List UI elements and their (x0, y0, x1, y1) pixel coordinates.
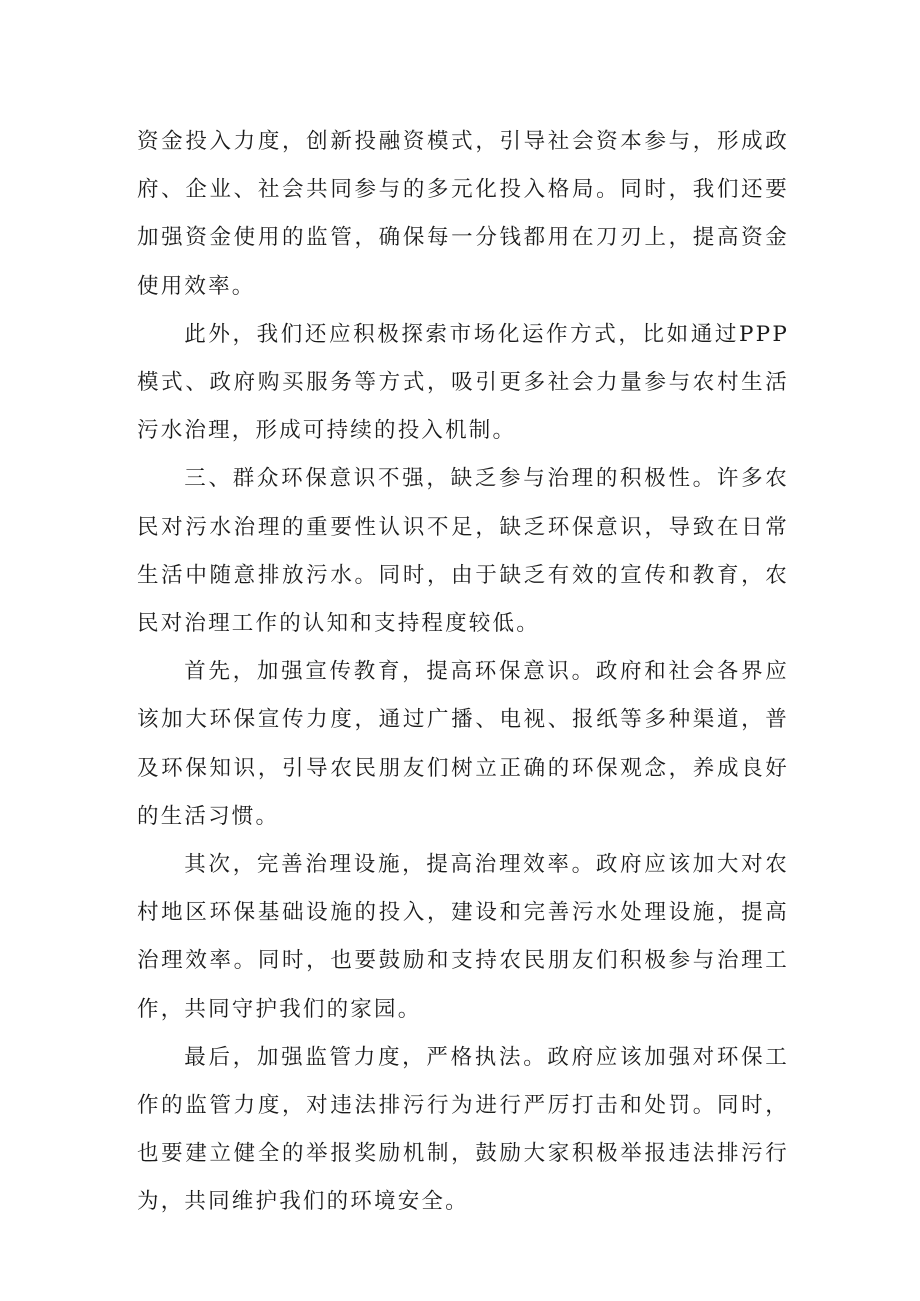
paragraph-market-operation: 此外，我们还应积极探索市场化运作方式，比如通过PPP模式、政府购买服务等方式，吸引更多社会力量参与农村生活污水治理，形成可持续的投入机制。 (137, 321, 789, 444)
paragraph-public-awareness: 三、群众环保意识不强，缺乏参与治理的积极性。许多农民对污水治理的重要性认识不足，缺乏环保意识，导致在日常生活中随意排放污水。同时，由于缺乏有效的宣传和教育，农民对治理工作的认知和支持程度较低。 (137, 466, 789, 637)
paragraph-funding-continuation: 资金投入力度，创新投融资模式，引导社会资本参与，形成政府、企业、社会共同参与的多元化投入格局。同时，我们还要加强资金使用的监管，确保每一分钱都用在刀刃上，提高资金使用效率。 (137, 129, 789, 299)
paragraph-first-education: 首先，加强宣传教育，提高环保意识。政府和社会各界应该加大环保宣传力度，通过广播、电视、报纸等多种渠道，普及环保知识，引导农民朋友们树立正确的环保观念，养成良好的生活习惯。 (137, 659, 789, 829)
document-body (137, 118, 789, 1227)
paragraph-finally-supervision: 最后，加强监管力度，严格执法。政府应该加强对环保工作的监管力度，对违法排污行为进行严厉打击和处罚。同时，也要建立健全的举报奖励机制，鼓励大家积极举报违法排污行为，共同维护我们的环境安全。 (137, 1044, 789, 1215)
paragraph-second-facilities: 其次，完善治理设施，提高治理效率。政府应该加大对农村地区环保基础设施的投入，建设和完善污水处理设施，提高治理效率。同时，也要鼓励和支持农民朋友们积极参与治理工作，共同守护我们的家园。 (137, 852, 789, 1022)
